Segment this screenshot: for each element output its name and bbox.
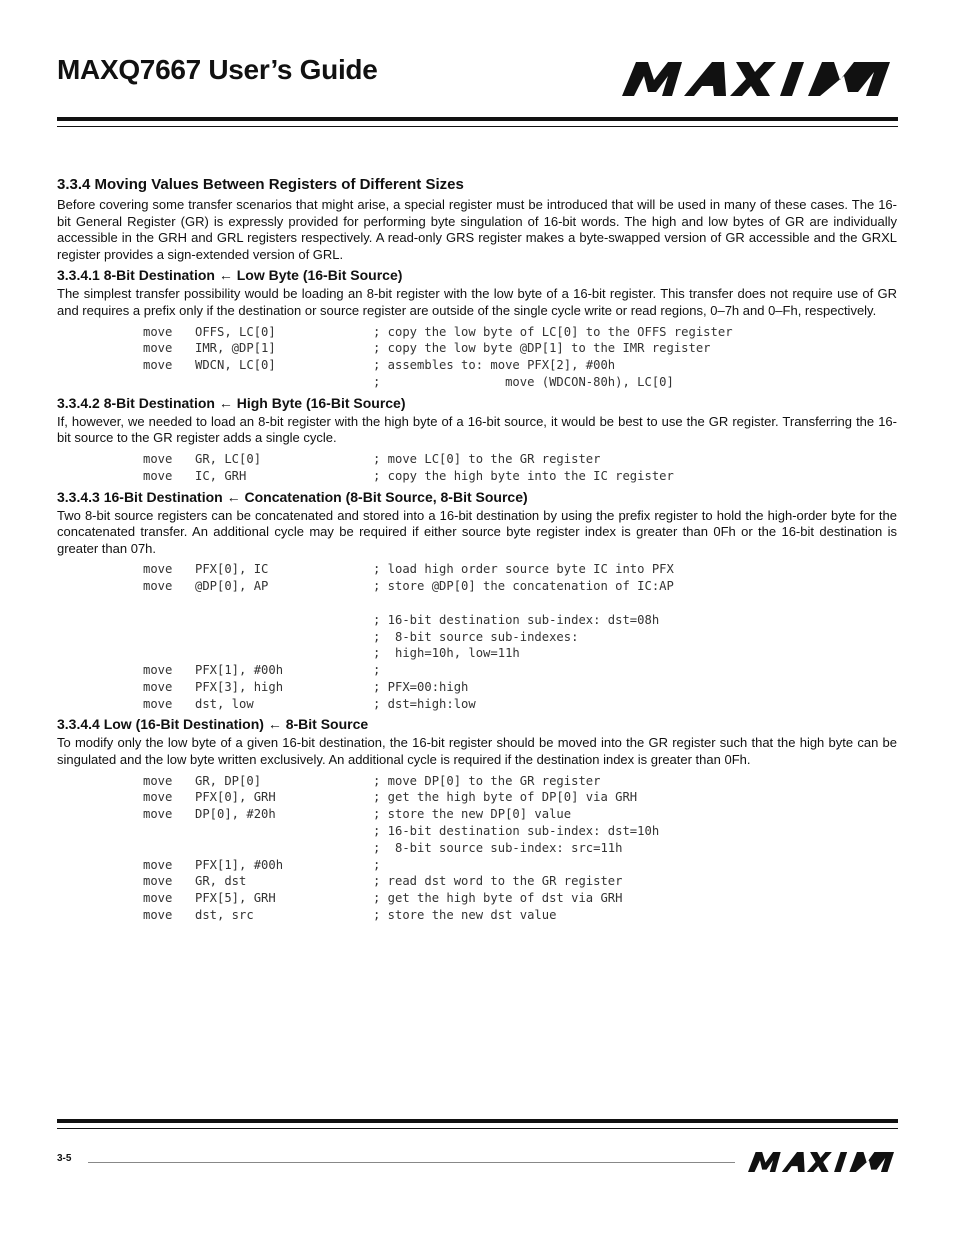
code-operands: PFX[3], high: [195, 679, 284, 694]
code-opcode: move: [143, 468, 173, 483]
code-comment: ; 16-bit destination sub-index: dst=10h: [373, 824, 660, 839]
code-operands: [195, 629, 373, 646]
code-comment: ; copy the low byte of LC[0] to the OFFS register: [373, 324, 733, 339]
code-comment: ; move DP[0] to the GR register: [373, 773, 601, 788]
code-line: [57, 357, 897, 374]
header-rule-thin: [57, 126, 898, 127]
code-line: [57, 873, 897, 890]
code-line: [57, 789, 897, 806]
code-block: [57, 324, 897, 391]
code-operands: PFX[0], GRH: [195, 790, 276, 805]
code-opcode: move: [143, 562, 173, 577]
code-line: [57, 340, 897, 357]
code-comment: ; get the high byte of DP[0] via GRH: [373, 790, 638, 805]
code-operands: GR, DP[0]: [195, 773, 262, 788]
code-line: [57, 840, 897, 857]
section-heading: 3.3.4 Moving Values Between Registers of Different Sizes: [57, 176, 464, 193]
code-line: [57, 629, 897, 646]
code-opcode: move: [143, 790, 173, 805]
code-comment: ; high=10h, low=11h: [373, 646, 520, 661]
code-line: [57, 857, 897, 874]
page-number: 3-5: [57, 1153, 72, 1164]
code-opcode: move: [143, 663, 173, 678]
code-opcode: [143, 595, 195, 612]
code-operands: [195, 645, 373, 662]
code-operands: [195, 840, 373, 857]
code-opcode: [143, 629, 195, 646]
subsection-heading: 3.3.4.2 8-Bit Destination ← High Byte (16-Bit Source): [57, 394, 406, 411]
code-comment: ; store the new DP[0] value: [373, 807, 572, 822]
code-opcode: move: [143, 679, 173, 694]
code-comment: ; store @DP[0] the concatenation of IC:AP: [373, 579, 674, 594]
code-line: [57, 595, 897, 612]
code-operands: WDCN, LC[0]: [195, 358, 276, 373]
code-opcode: move: [143, 908, 173, 923]
code-line: [57, 696, 897, 713]
code-line: [57, 468, 897, 485]
code-comment: ; PFX=00:high: [373, 679, 469, 694]
code-opcode: [143, 840, 195, 857]
code-line: [57, 324, 897, 341]
code-comment: ; 8-bit source sub-indexes:: [373, 629, 579, 644]
code-operands: GR, LC[0]: [195, 451, 262, 466]
subsection-paragraph: To modify only the low byte of a given 16-bit destination, the 16-bit register should be moved into the GR register such that the high byte can be singulated and the low byte written exclusively. An additional cycle is required if the destination index is greater than 0Fh.: [57, 735, 897, 768]
code-line: [57, 823, 897, 840]
code-comment: ; move (WDCON-80h), LC[0]: [373, 374, 674, 389]
code-opcode: move: [143, 579, 173, 594]
code-operands: IC, GRH: [195, 468, 247, 483]
code-comment: ; load high order source byte IC into PFX: [373, 562, 674, 577]
code-line: [57, 451, 897, 468]
code-operands: [195, 823, 373, 840]
code-line: [57, 679, 897, 696]
code-operands: @DP[0], AP: [195, 579, 269, 594]
code-opcode: move: [143, 857, 173, 872]
subsection-paragraph: If, however, we needed to load an 8-bit register with the high byte of a 16-bit source, it would be best to use the GR register. Transferring the 16-bit source to the GR register adds a single cycle.: [57, 413, 897, 446]
code-comment: ; dst=high:low: [373, 696, 476, 711]
code-comment: ; 16-bit destination sub-index: dst=08h: [373, 612, 660, 627]
code-comment: ; move LC[0] to the GR register: [373, 451, 601, 466]
section-paragraph: Before covering some transfer scenarios that might arise, a special register must be introduced that will be used in many of these cases. The 16-bit General Register (GR) is expressly provided for performing byte singulation of 16-bit words. The high and low bytes of GR are individually accessible in the GRH and GRL registers respectively. A read-only GRS register makes a byte-swapped version of GR accessible and the GRXL register provides a sign-extended version of GRL.: [57, 197, 897, 262]
subsection-paragraph: Two 8-bit source registers can be concatenated and stored into a 16-bit destination by using the prefix register to hold the high-order byte for the concatenated transfer. An additional cycle may be required if either source byte register index is greater than 0Fh or the 16-bit destination is greater than 07h.: [57, 507, 897, 556]
code-line: [57, 561, 897, 578]
code-line: [57, 612, 897, 629]
code-operands: PFX[5], GRH: [195, 891, 276, 906]
main-content: [57, 176, 897, 927]
subsection-heading: 3.3.4.1 8-Bit Destination ← Low Byte (16-Bit Source): [57, 267, 403, 284]
code-line: [57, 662, 897, 679]
code-line: [57, 890, 897, 907]
subsection-paragraph: The simplest transfer possibility would be loading an 8-bit register with the low byte of a 16-bit register. This transfer does not require use of GR and requires a prefix only if the destination or source register are outside of the single cycle write or read regions, 0–7h and 0–Fh, respectively.: [57, 286, 897, 318]
code-opcode: move: [143, 807, 173, 822]
code-opcode: move: [143, 341, 173, 356]
code-opcode: move: [143, 358, 173, 373]
code-opcode: [143, 823, 195, 840]
code-operands: [195, 374, 373, 391]
code-opcode: move: [143, 451, 173, 466]
code-comment: ; get the high byte of dst via GRH: [373, 891, 623, 906]
code-operands: PFX[1], #00h: [195, 857, 284, 872]
code-line: [57, 907, 897, 924]
code-operands: PFX[1], #00h: [195, 663, 284, 678]
subsections: [57, 267, 897, 923]
code-comment: ; store the new dst value: [373, 908, 557, 923]
code-line: [57, 773, 897, 790]
header-rule-thick: [57, 117, 898, 121]
code-line: [57, 806, 897, 823]
code-operands: [195, 612, 373, 629]
page-title: MAXQ7667 User’s Guide: [57, 54, 378, 85]
code-comment: ; 8-bit source sub-index: src=11h: [373, 840, 623, 855]
code-operands: DP[0], #20h: [195, 807, 276, 822]
footer-rule-thin: [57, 1128, 898, 1129]
code-line: [57, 645, 897, 662]
code-operands: PFX[0], IC: [195, 562, 269, 577]
code-comment: ;: [373, 857, 381, 872]
code-block: [57, 451, 897, 485]
code-block: [57, 773, 897, 924]
code-comment: [373, 595, 897, 612]
subsection-heading: 3.3.4.4 Low (16-Bit Destination) ← 8-Bit Source: [57, 716, 369, 733]
maxim-logo-footer: [748, 1152, 894, 1172]
code-comment: ; copy the low byte @DP[1] to the IMR register: [373, 341, 711, 356]
code-opcode: move: [143, 773, 173, 788]
subsection-heading: 3.3.4.3 16-Bit Destination ← Concatenation (8-Bit Source, 8-Bit Source): [57, 488, 528, 505]
code-line: [57, 374, 897, 391]
code-opcode: move: [143, 696, 173, 711]
footer-rule-thick: [57, 1119, 898, 1123]
code-comment: ; read dst word to the GR register: [373, 874, 623, 889]
footer-line: [88, 1162, 735, 1163]
code-comment: ; copy the high byte into the IC register: [373, 468, 674, 483]
code-opcode: move: [143, 891, 173, 906]
code-opcode: [143, 374, 195, 391]
maxim-logo: [622, 62, 890, 96]
code-operands: dst, src: [195, 908, 254, 923]
code-comment: ; assembles to: move PFX[2], #00h: [373, 358, 616, 373]
code-operands: OFFS, LC[0]: [195, 324, 276, 339]
code-opcode: [143, 612, 195, 629]
code-operands: [195, 595, 373, 612]
code-opcode: [143, 645, 195, 662]
code-operands: dst, low: [195, 696, 254, 711]
code-operands: GR, dst: [195, 874, 247, 889]
code-comment: ;: [373, 663, 381, 678]
code-operands: IMR, @DP[1]: [195, 341, 276, 356]
code-block: [57, 561, 897, 712]
code-opcode: move: [143, 324, 173, 339]
code-opcode: move: [143, 874, 173, 889]
code-line: [57, 578, 897, 595]
